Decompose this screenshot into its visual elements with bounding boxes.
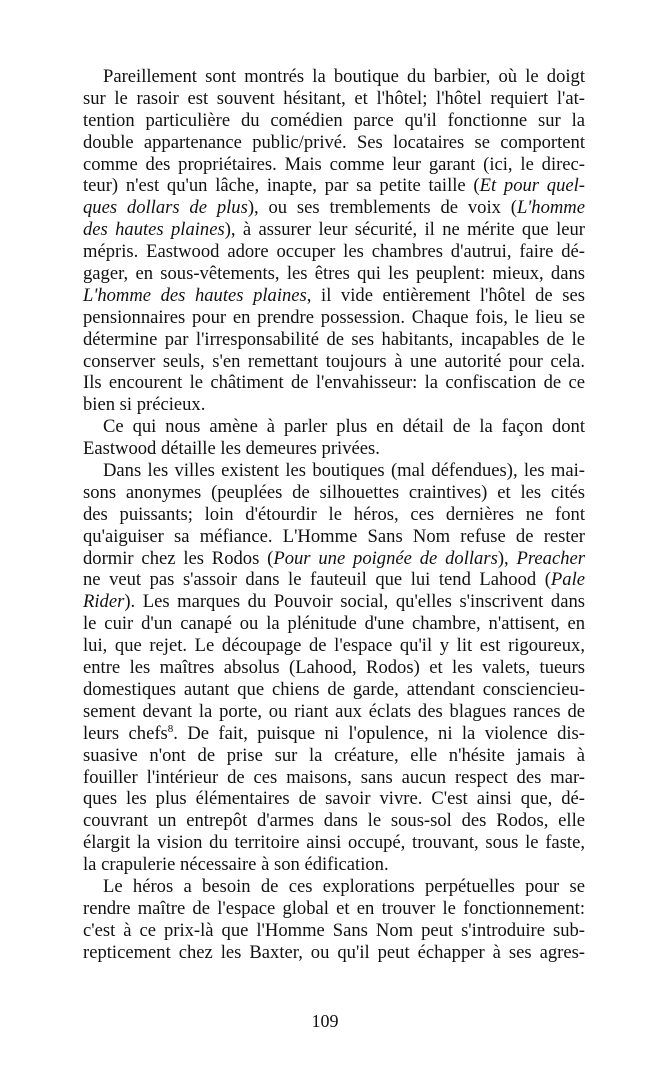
text-line — [83, 745, 585, 767]
italic-title: Preacher — [516, 547, 585, 569]
text-line — [83, 285, 585, 307]
text-line — [83, 263, 585, 285]
text-segment: ), à assurer leur sécurité, il ne mérite que leur — [224, 219, 585, 241]
text-line — [83, 635, 585, 657]
text-segment: ne veut pas s'assoir dans le fauteuil que lui tend Lahood ( — [83, 569, 551, 591]
italic-title: L'homme — [516, 197, 585, 219]
italic-title: Et pour quel- — [479, 175, 585, 197]
text-segment: suasive n'ont de prise sur la créature, elle n'hésite jamais à — [83, 744, 585, 766]
text-segment: ). Les marques du Pouvoir social, qu'elles s'inscrivent dans — [124, 591, 585, 613]
text-segment: ), ou ses tremblements de voix ( — [247, 197, 517, 219]
text-line — [83, 810, 585, 832]
text-line — [83, 898, 585, 920]
text-line — [83, 832, 585, 854]
text-segment: détermine par l'irresponsabilité de ses habitants, incapables de le — [83, 328, 585, 350]
text-line — [83, 920, 585, 942]
text-line — [83, 504, 585, 526]
text-line — [83, 569, 585, 591]
text-line — [83, 66, 585, 88]
text-segment: tention particulière du comédien parce qu'il fonctionne sur la — [83, 109, 585, 131]
text-line — [83, 110, 585, 132]
italic-title: des hautes plaines — [83, 219, 225, 241]
text-line — [83, 394, 585, 416]
text-segment: pensionnaires pour en prendre possession. Chaque fois, le lieu se — [83, 306, 585, 328]
italic-title: L'homme des hautes plaines — [83, 284, 307, 306]
text-segment: comme des propriétaires. Mais comme leur garant (ici, le direc- — [83, 153, 585, 175]
text-segment: gager, en sous-vêtements, les êtres qui les peuplent: mieux, dans — [83, 263, 585, 285]
text-segment: des puissants; loin d'étourdir le héros, ces dernières ne font — [83, 503, 585, 525]
paragraph — [83, 876, 585, 964]
text-segment: leurs chefs — [83, 722, 168, 744]
text-line — [83, 154, 585, 176]
paragraph — [83, 460, 585, 876]
text-line — [83, 88, 585, 110]
text-segment: sement devant la porte, ou riant aux éclats des blagues rances de — [83, 700, 585, 722]
text-line — [83, 482, 585, 504]
text-line — [83, 701, 585, 723]
text-segment: la crapulerie nécessaire à son édification. — [83, 854, 389, 876]
text-segment: ), — [497, 547, 517, 569]
text-segment: . De fait, puisque ni l'opulence, ni la violence dis- — [173, 722, 585, 744]
text-segment: double appartenance public/privé. Ses locataires se comportent — [83, 131, 585, 153]
text-segment: mépris. Eastwood adore occuper les chambres d'autrui, faire dé- — [83, 241, 585, 263]
text-segment: c'est à ce prix-là que l'Homme Sans Nom peut s'introduire sub- — [83, 919, 585, 941]
text-line — [83, 854, 585, 876]
text-segment: repticement chez les Baxter, ou qu'il peut échapper à ses agres- — [83, 941, 585, 963]
text-segment: lui, que rejet. Le découpage de l'espace qu'il y lit est rigoureux, — [83, 635, 585, 657]
text-segment: bien si précieux. — [83, 394, 206, 416]
italic-title: Rider — [83, 591, 125, 613]
text-segment: élargit la vision du territoire ainsi occupé, trouvant, sous le faste, — [83, 832, 585, 854]
text-line — [83, 219, 585, 241]
text-segment: fouiller l'intérieur de ces maisons, sans aucun respect des mar- — [83, 766, 585, 788]
text-line — [83, 679, 585, 701]
italic-title: ques dollars de plus — [83, 197, 248, 219]
text-line — [83, 526, 585, 548]
text-segment: teur) n'est qu'un lâche, inapte, par sa petite taille ( — [83, 175, 480, 197]
text-segment: couvrant un entrepôt d'armes dans le sous-sol des Rodos, elle — [83, 810, 585, 832]
text-line — [83, 329, 585, 351]
paragraph — [83, 66, 585, 416]
text-segment: qu'aiguiser sa méfiance. L'Homme Sans Nom refuse de rester — [83, 525, 585, 547]
text-line — [83, 416, 585, 438]
text-line — [83, 132, 585, 154]
text-segment: entre les maîtres absolus (Lahood, Rodos) et les valets, tueurs — [83, 657, 585, 679]
text-segment: Le héros a besoin de ces explorations perpétuelles pour se — [103, 875, 585, 897]
paragraph — [83, 416, 585, 460]
text-segment: ques les plus élémentaires de savoir vivre. C'est ainsi que, dé- — [83, 788, 585, 810]
text-segment: sons anonymes (peuplées de silhouettes craintives) et les cités — [83, 481, 585, 503]
text-line — [83, 548, 585, 570]
text-line — [83, 767, 585, 789]
text-line — [83, 657, 585, 679]
text-segment: domestiques autant que chiens de garde, attendant consciencieu- — [83, 678, 585, 700]
page-number: 109 — [311, 1011, 339, 1031]
text-line — [83, 942, 585, 964]
text-line — [83, 788, 585, 810]
text-line — [83, 307, 585, 329]
text-segment: le cuir d'un canapé ou la plénitude d'une chambre, n'attisent, en — [83, 613, 585, 635]
text-segment: Ils encourent le châtiment de l'envahisseur: la confiscation de ce — [83, 372, 585, 394]
text-segment: Eastwood détaille les demeures privées. — [83, 438, 380, 460]
text-segment: Pareillement sont montrés la boutique du barbier, où le doigt — [103, 66, 585, 87]
text-segment: rendre maître de l'espace global et en trouver le fonctionnement: — [83, 897, 585, 919]
text-line — [83, 372, 585, 394]
text-line — [83, 351, 585, 373]
text-segment: sur le rasoir est souvent hésitant, et l'hôtel; l'hôtel requiert l'at- — [83, 87, 585, 109]
italic-title: Pour une poignée de dollars — [273, 547, 498, 569]
text-line — [83, 613, 585, 635]
text-line — [83, 438, 585, 460]
text-line — [83, 723, 585, 745]
body-text — [83, 66, 585, 964]
text-segment: Ce qui nous amène à parler plus en détail de la façon dont — [103, 416, 585, 438]
text-line — [83, 876, 585, 898]
text-segment: Dans les villes existent les boutiques (mal défendues), les mai- — [103, 460, 585, 482]
text-line — [83, 460, 585, 482]
text-line — [83, 197, 585, 219]
text-segment: conserver seuls, s'en remettant toujours à une autorité pour cela. — [83, 350, 585, 372]
text-segment: , il vide entièrement l'hôtel de ses — [306, 284, 585, 306]
text-segment: dormir chez les Rodos ( — [83, 547, 274, 569]
italic-title: Pale — [550, 569, 585, 591]
footnote-marker: 8 — [167, 722, 174, 735]
text-line — [83, 591, 585, 613]
text-line — [83, 175, 585, 197]
text-line — [83, 241, 585, 263]
